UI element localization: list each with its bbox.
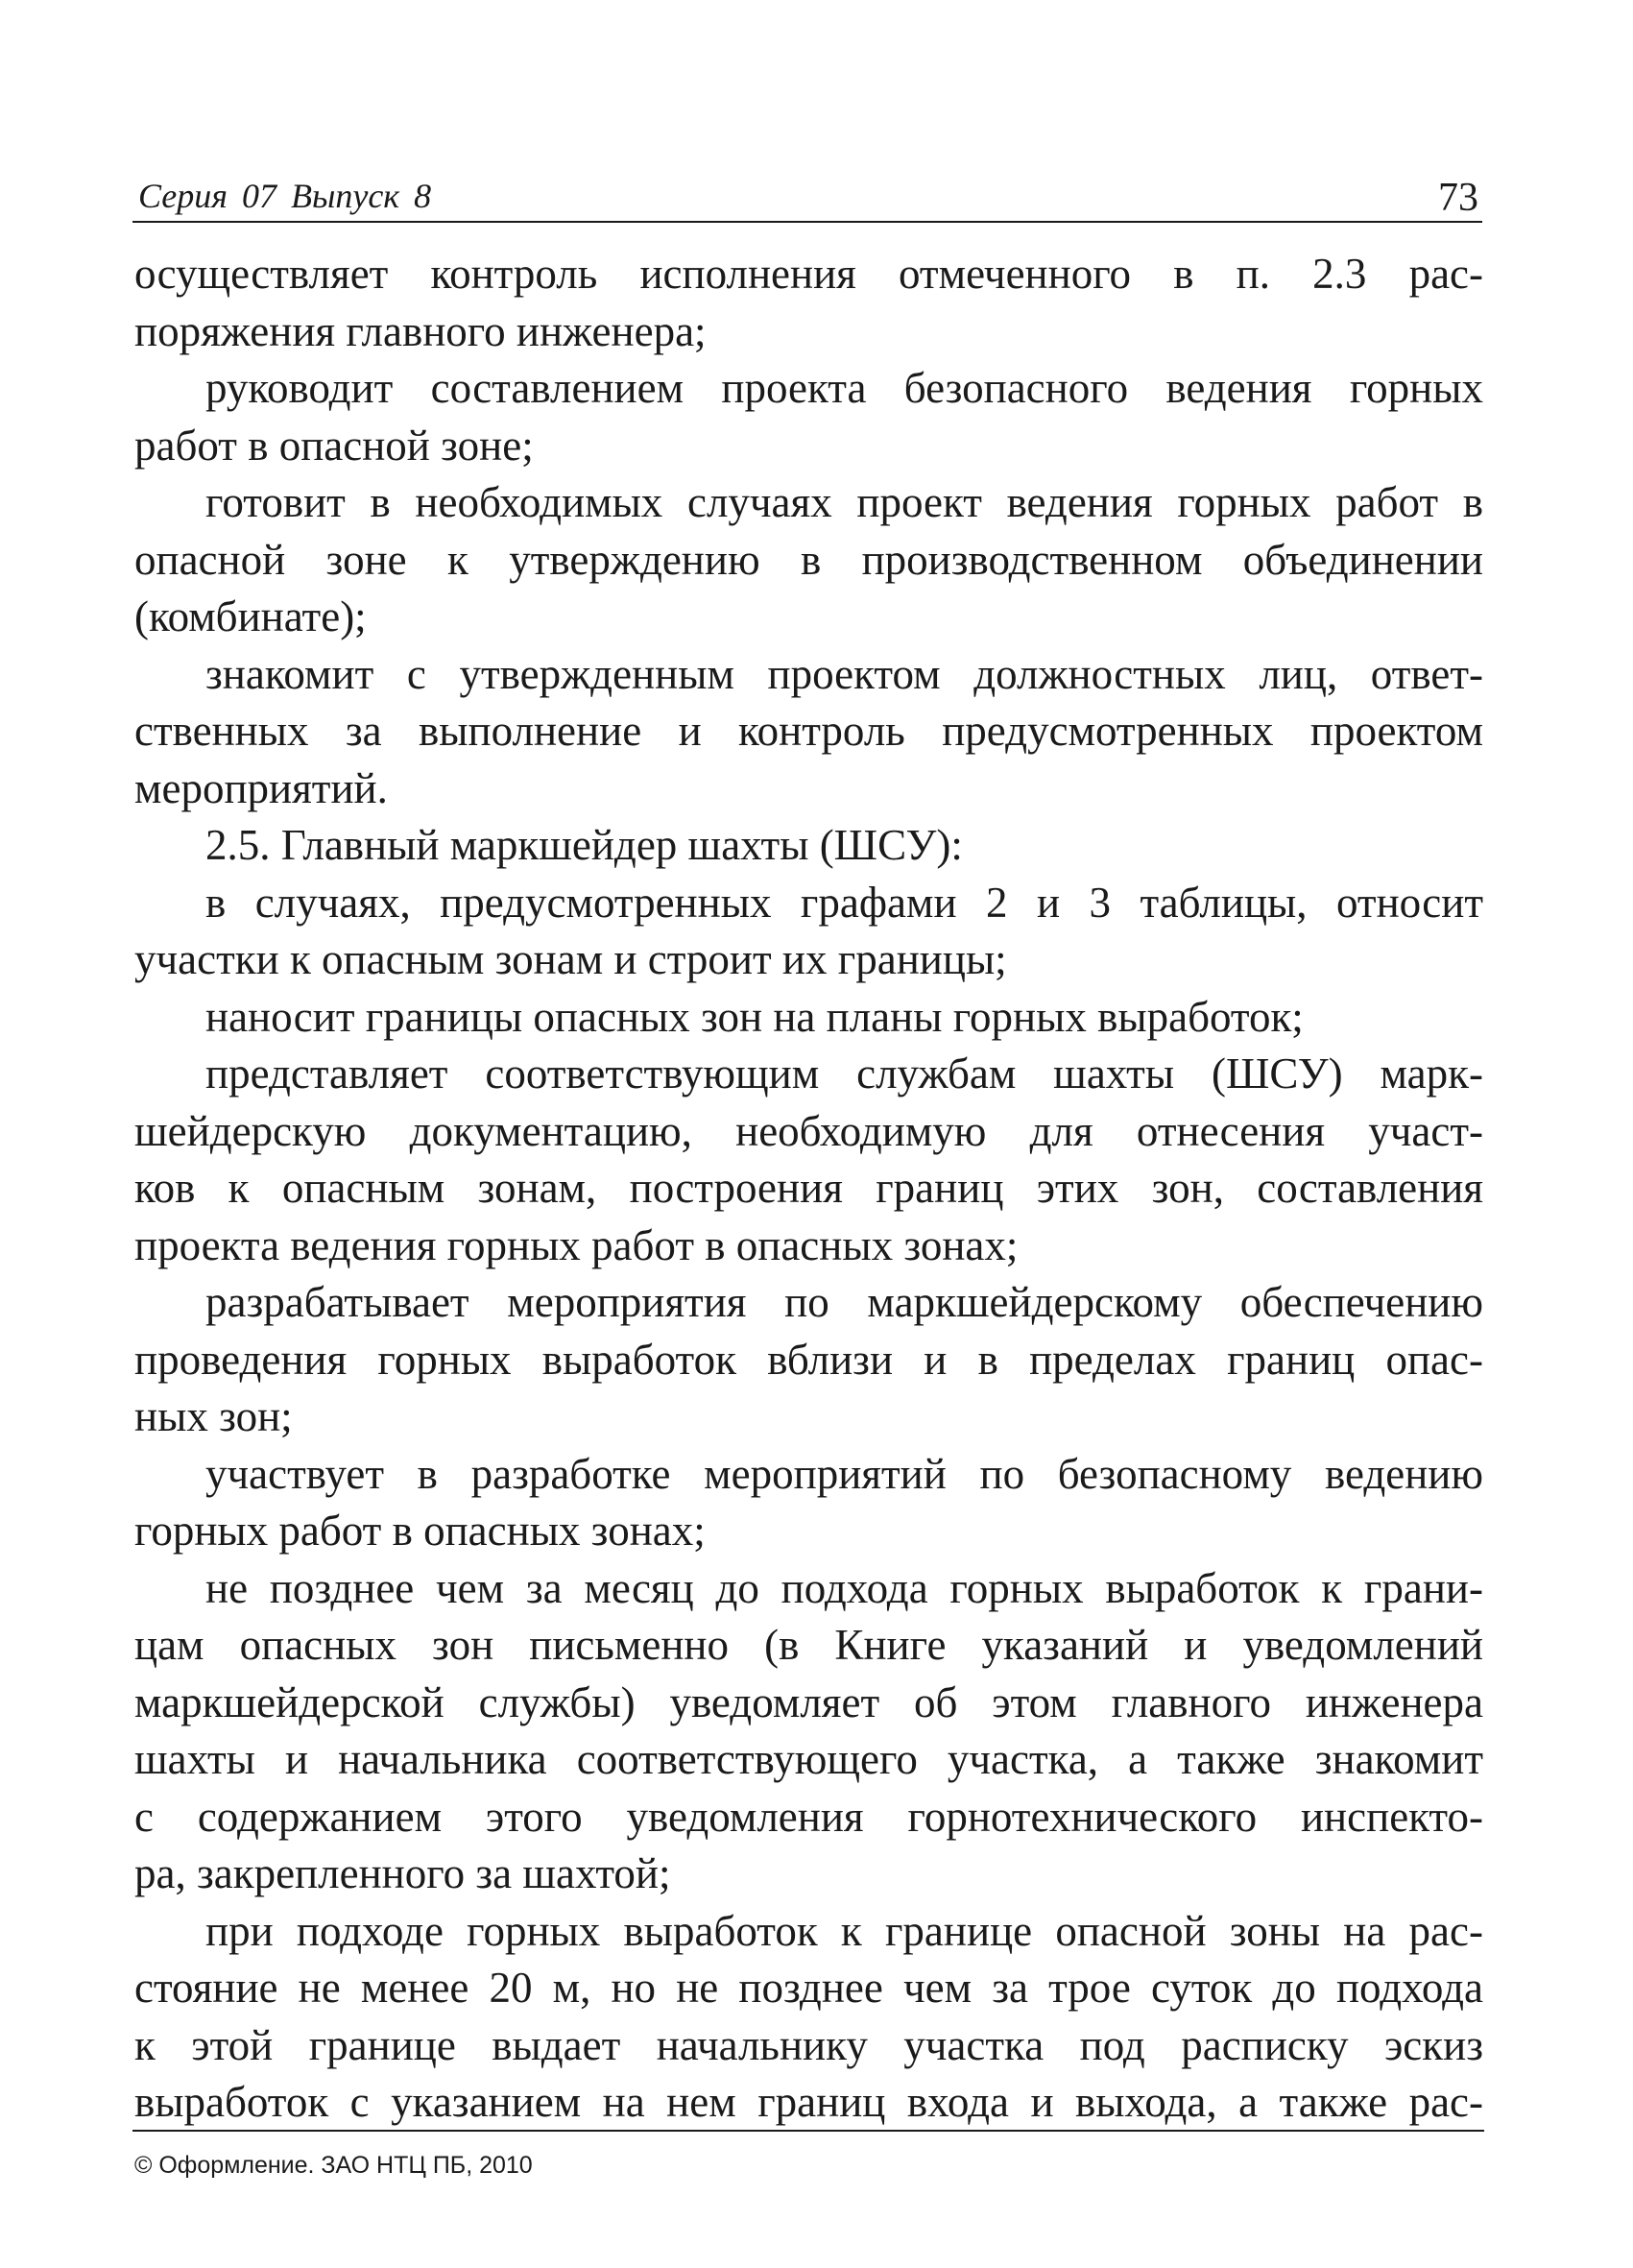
text-line: шейдерскую документацию, необходимую для отнесения участ-	[134, 1106, 1483, 1155]
text-line: поряжения главного инженера;	[134, 306, 707, 355]
text-line: ных зон;	[134, 1392, 293, 1440]
text-line: в случаях, предусмотренных графами 2 и 3 таблицы, относит	[205, 878, 1483, 927]
text-line: цам опасных зон письменно (в Книге указаний и уведомлений	[134, 1621, 1483, 1669]
text-line: мероприятий.	[134, 763, 388, 812]
text-line: ков к опасным зонам, построения границ этих зон, составления	[134, 1164, 1483, 1212]
text-line: проведения горных выработок вблизи и в пределах границ опас-	[134, 1335, 1483, 1384]
text-line: опасной зоне к утверждению в производственном объединении	[134, 535, 1483, 584]
text-line: готовит в необходимых случаях проект ведения горных работ в	[205, 478, 1483, 526]
page-header	[132, 173, 1482, 223]
text-line: работ в опасной зоне;	[134, 421, 534, 470]
text-line: разрабатывает мероприятия по маркшейдерскому обеспечению	[205, 1278, 1483, 1326]
text-line: осуществляет контроль исполнения отмеченного в п. 2.3 рас-	[134, 250, 1483, 298]
text-line: выработок с указанием на нем границ входа и выхода, а также рас-	[134, 2078, 1483, 2126]
text-line: знакомит с утвержденным проектом должностных лиц, ответ-	[205, 649, 1483, 698]
page-footer	[132, 2130, 1484, 2179]
text-line: с содержанием этого уведомления горнотехнического инспекто-	[134, 1792, 1483, 1841]
text-line: руководит составлением проекта безопасного ведения горных	[205, 364, 1483, 412]
text-line: не позднее чем за месяц до подхода горных выработок к грани-	[205, 1563, 1483, 1612]
series-issue-label: Серия 07 Выпуск 8	[138, 177, 432, 215]
text-line: участвует в разработке мероприятий по безопасному ведению	[205, 1449, 1483, 1498]
page-number: 73	[1438, 176, 1478, 220]
text-line: наносит границы опасных зон на планы горных выработок;	[205, 992, 1304, 1041]
text-line: горных работ в опасных зонах;	[134, 1507, 706, 1555]
text-line: маркшейдерской службы) уведомляет об этом главного инженера	[134, 1677, 1483, 1726]
text-line: 2.5. Главный маркшейдер шахты (ШСУ):	[205, 821, 963, 869]
text-line: (комбинате);	[134, 592, 367, 640]
body-text	[134, 246, 1483, 2132]
text-line: стояние не менее 20 м, но не позднее чем за трое суток до подхода	[134, 1964, 1483, 2012]
text-line: шахты и начальника соответствующего участка, а также знакомит	[134, 1735, 1483, 1783]
text-line: представляет соответствующим службам шахты (ШСУ) марк-	[205, 1050, 1483, 1098]
text-line: при подходе горных выработок к границе опасной зоны на рас-	[205, 1906, 1483, 1955]
text-line: к этой границе выдает начальнику участка под расписку эскиз	[134, 2020, 1483, 2069]
copyright-notice: © Оформление. ЗАО НТЦ ПБ, 2010	[134, 2152, 533, 2179]
text-line: ра, закрепленного за шахтой;	[134, 1849, 671, 1897]
text-line: проекта ведения горных работ в опасных зонах;	[134, 1220, 1019, 1269]
text-line: ственных за выполнение и контроль предусмотренных проектом	[134, 707, 1483, 755]
text-line: участки к опасным зонам и строит их границы;	[134, 935, 1007, 983]
